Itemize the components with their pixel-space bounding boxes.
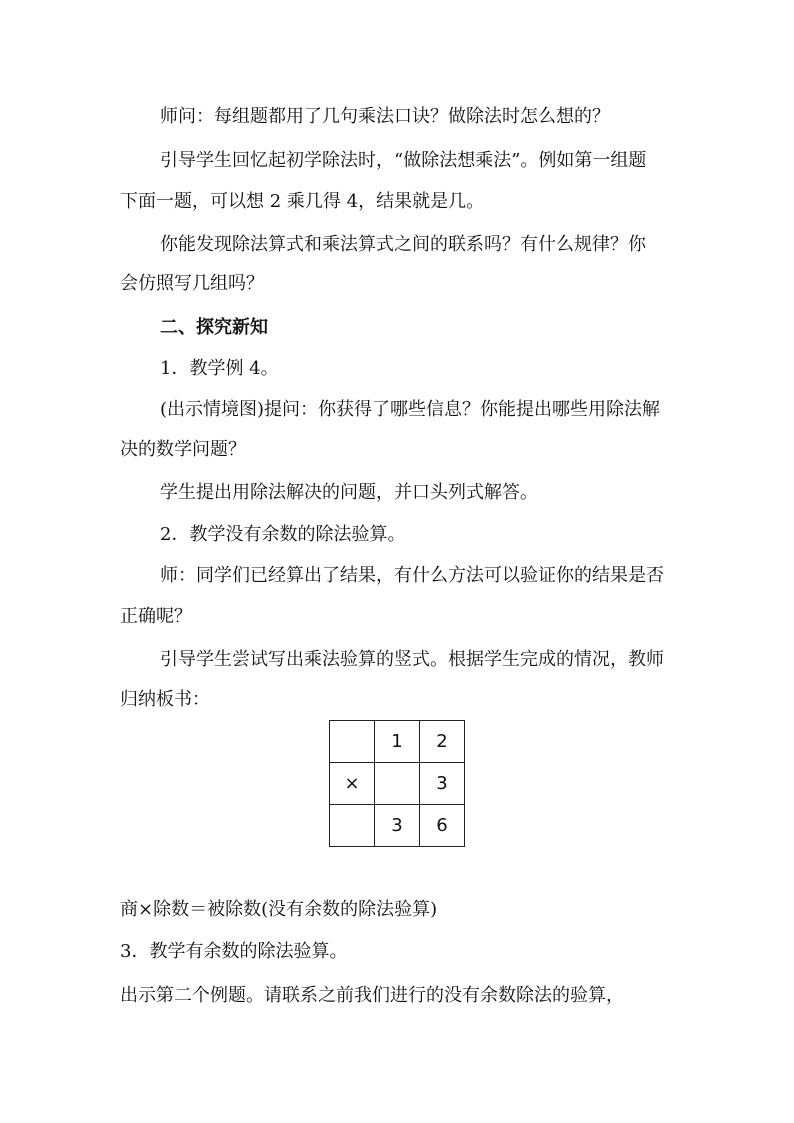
- list-item-3: 3．教学有余数的除法验算。: [120, 941, 348, 962]
- grid-cell: 3: [420, 763, 465, 805]
- formula-quotient-divisor: 商×除数＝被除数(没有余数的除法验算): [120, 899, 438, 920]
- list-item-1: 1．教学例 4。: [160, 358, 279, 379]
- grid-row: [330, 763, 465, 805]
- paragraph-verify-line-2: 正确呢？: [120, 606, 192, 627]
- paragraph-board-line-2: 归纳板书：: [120, 689, 210, 710]
- paragraph-guide-line-2: 下面一题，可以想 2 乘几得 4，结果就是几。: [120, 191, 485, 212]
- paragraph-scene-line-2: 决的数学问题？: [120, 439, 246, 460]
- paragraph-second-example-line-1: 出示第二个例题。请联系之前我们进行的没有余数除法的验算，: [120, 985, 624, 1006]
- grid-cell-times-sign: ×: [330, 763, 375, 805]
- grid-row: [330, 805, 465, 847]
- grid-cell: [330, 805, 375, 847]
- grid-cell: 1: [375, 721, 420, 763]
- paragraph-student-answer: 学生提出用除法解决的问题，并口头列式解答。: [160, 482, 538, 503]
- grid-cell: [375, 763, 420, 805]
- paragraph-relation-line-1: 你能发现除法算式和乘法算式之间的联系吗？有什么规律？你: [160, 234, 646, 255]
- section-heading-explore: 二、探究新知: [160, 317, 268, 338]
- paragraph-teacher-question: 师问：每组题都用了几句乘法口诀？做除法时怎么想的？: [160, 106, 610, 127]
- grid-cell: [330, 721, 375, 763]
- paragraph-board-line-1: 引导学生尝试写出乘法验算的竖式。根据学生完成的情况，教师: [160, 649, 664, 670]
- list-item-2: 2．教学没有余数的除法验算。: [160, 524, 406, 545]
- paragraph-scene-line-1: (出示情境图)提问：你获得了哪些信息？你能提出哪些用除法解: [160, 399, 661, 420]
- grid-row: [330, 721, 465, 763]
- paragraph-verify-line-1: 师：同学们已经算出了结果，有什么方法可以验证你的结果是否: [160, 565, 664, 586]
- grid-cell: 6: [420, 805, 465, 847]
- grid-cell: 2: [420, 721, 465, 763]
- paragraph-guide-line-1: 引导学生回忆起初学除法时，“做除法想乘法”。例如第一组题: [160, 150, 647, 171]
- paragraph-relation-line-2: 会仿照写几组吗？: [120, 273, 264, 294]
- multiplication-grid: [329, 720, 465, 847]
- grid-cell: 3: [375, 805, 420, 847]
